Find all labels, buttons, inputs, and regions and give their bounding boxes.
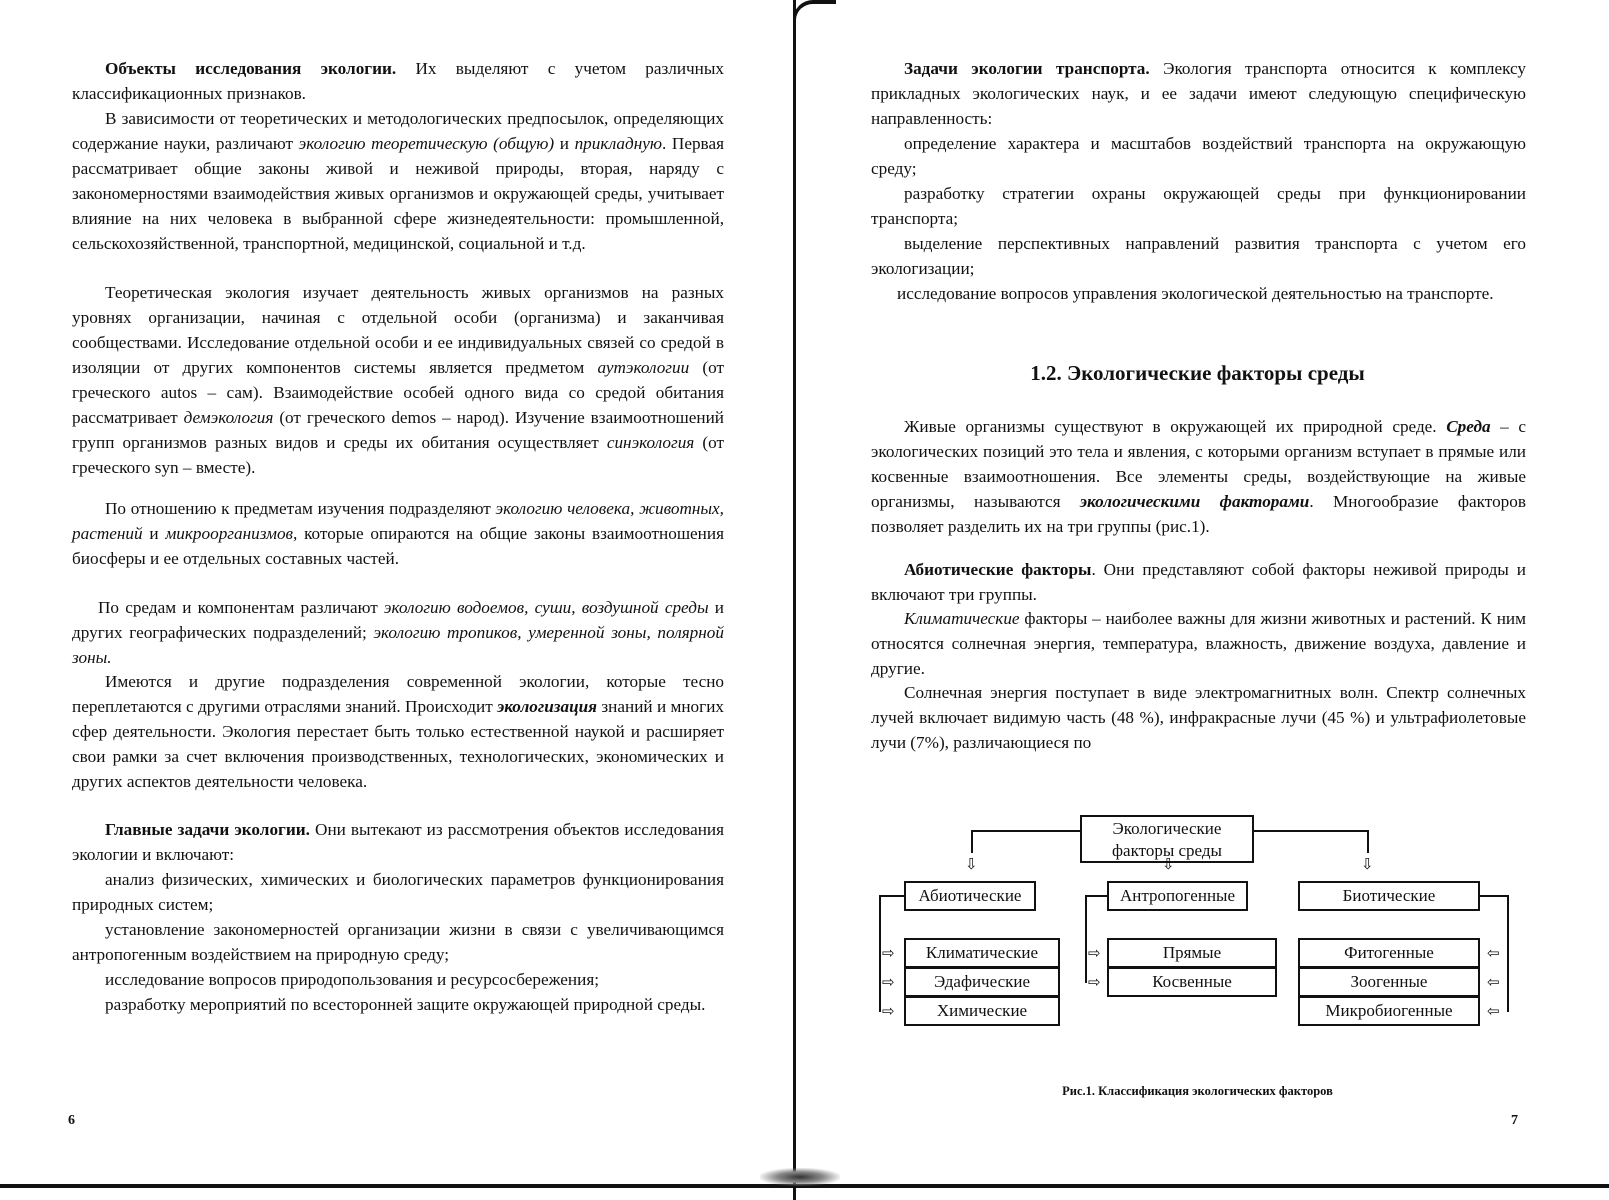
connector-line xyxy=(1367,830,1369,853)
arrow-right-icon: ⇨ xyxy=(882,1002,895,1020)
left-paragraph-theoretical-ecology: Теоретическая экология изучает деятельность живых организмов на разных уровнях организации, начиная с отдельной особи (организма) и заканчивая сообществами. Исследование отдельной особи и ее индивидуальных связей со средой в изоляции от других компонентов системы является предметом аутэкологии (от греческого autos – сам). Взаимодействие особей одного вида со средой обитания рассматривает демэкология (от греческого demos – народ). Изучение взаимоотношений групп организмов разных видов и среды их обитания осуществляет синэкология (от греческого syn – вместе). xyxy=(72,283,724,477)
diagram-abiotic-child: Химические xyxy=(904,996,1060,1026)
connector-line xyxy=(879,895,881,1012)
right-paragraph-climatic: Климатические факторы – наиболее важны для жизни животных и растений. К ним относятся солнечная энергия, температура, влажность, движение воздуха, давление и другие. xyxy=(871,609,1526,678)
diagram-root-box: Экологические факторы среды xyxy=(1080,815,1254,863)
connector-line xyxy=(1085,895,1107,897)
diagram-abiotic-box: Абиотические xyxy=(904,881,1036,911)
connector-line xyxy=(1507,895,1509,1012)
diagram-biotic-child: Микробиогенные xyxy=(1298,996,1480,1026)
arrow-right-icon: ⇨ xyxy=(1088,944,1101,962)
page-number-right: 7 xyxy=(1511,1113,1518,1128)
section-heading: 1.2. Экологические факторы среды xyxy=(1030,361,1365,385)
right-paragraph-abiotic: Абиотические факторы. Они представляют собой факторы неживой природы и включают три группы. xyxy=(871,560,1526,604)
arrow-down-icon: ⇩ xyxy=(965,855,978,873)
diagram-biotic-child: Фитогенные xyxy=(1298,938,1480,968)
arrow-right-icon: ⇨ xyxy=(882,944,895,962)
diagram-anthropogenic-box: Антропогенные xyxy=(1107,881,1248,911)
left-list-item: установление закономерностей организации жизни в связи с увеличивающимся антропогенным воздействием на природную среду; xyxy=(72,920,724,964)
diagram-anthropogenic-child: Косвенные xyxy=(1107,967,1277,997)
page-number-left: 6 xyxy=(68,1113,75,1128)
arrow-left-icon: ⇦ xyxy=(1487,944,1500,962)
arrow-left-icon: ⇦ xyxy=(1487,973,1500,991)
left-paragraph-ecologization: Имеются и другие подразделения современной экологии, которые тесно переплетаются с другими отраслями знаний. Происходит экологизация знаний и многих сфер деятельности. Экология перестает быть только естественной наукой и расширяет свои рамки за счет включения производственных, технологических, экономических и других аспектов деятельности человека. xyxy=(72,672,724,791)
diagram-abiotic-child: Климатические xyxy=(904,938,1060,968)
right-paragraph-solar: Солнечная энергия поступает в виде электромагнитных волн. Спектр солнечных лучей включает видимую часть (48 %), инфракрасные лучи (45 %) и ультрафиолетовые лучи (7%), различающиеся по xyxy=(871,683,1526,752)
right-list-item: определение характера и масштабов воздействий транспорта на окружающую среду; xyxy=(871,134,1526,178)
right-list-item: исследование вопросов управления экологической деятельностью на транспорте. xyxy=(897,284,1494,303)
left-paragraph-main-tasks: Главные задачи экологии. Они вытекают из рассмотрения объектов исследования экологии и включают: xyxy=(72,820,725,864)
connector-line xyxy=(1254,830,1369,832)
right-paragraph-environment: Живые организмы существуют в окружающей их природной среде. Среда – с экологических позиций это тела и явления, с которыми организм вступает в прямые или косвенные взаимоотношения. Все элементы среды, воздействующие на живые организмы, называются экологическими факторами. Многообразие факторов позволяет разделить их на три группы (рис.1). xyxy=(871,417,1526,536)
right-list-item: выделение перспективных направлений развития транспорта с учетом его экологизации; xyxy=(871,234,1526,278)
factors-diagram xyxy=(871,815,1561,1075)
right-page xyxy=(800,0,1609,1200)
arrow-left-icon: ⇦ xyxy=(1487,1002,1500,1020)
left-paragraph-subjects: По отношению к предметам изучения подразделяют экологию человека, животных, растений и микроорганизмов, которые опираются на общие законы взаимоотношения биосферы и ее отдельных составных частей. xyxy=(72,499,724,568)
left-list-item: разработку мероприятий по всесторонней защите окружающей природной среды. xyxy=(105,995,706,1014)
diagram-biotic-child: Зоогенные xyxy=(1298,967,1480,997)
diagram-abiotic-child: Эдафические xyxy=(904,967,1060,997)
left-list-item: анализ физических, химических и биологических параметров функционирования природных систем; xyxy=(72,870,724,914)
connector-line xyxy=(879,895,904,897)
left-list-item: исследование вопросов природопользования и ресурсосбережения; xyxy=(105,970,599,989)
connector-line xyxy=(971,830,973,853)
left-paragraph-theory-applied: В зависимости от теоретических и методологических предпосылок, определяющих содержание науки, различают экологию теоретическую (общую) и прикладную. Первая рассматривает общие законы живой и неживой природы, вторая, наряду с закономерностями взаимодействия живых организмов и окружающей среды, учитывает влияние на них человека в выбранной сфере жизнедеятельности: промышленной, сельскохозяйственной, транспортной, медицинской, социальной и т.д. xyxy=(72,109,724,253)
arrow-right-icon: ⇨ xyxy=(882,973,895,991)
arrow-down-icon: ⇩ xyxy=(1361,855,1374,873)
left-paragraph-environments: По средам и компонентам различают экологию водоемов, суши, воздушной среды и других географических подразделений; экологию тропиков, умеренной зоны, полярной зоны. xyxy=(72,598,724,667)
figure-caption: Рис.1. Классификация экологических факторов xyxy=(1062,1084,1333,1098)
left-paragraph-objects: Объекты исследования экологии. Их выделяют с учетом различных классификационных признаков. xyxy=(72,59,725,103)
right-paragraph-transport-tasks: Задачи экологии транспорта. Экология транспорта относится к комплексу прикладных экологических наук, и ее задачи имеют следующую специфическую направленность: xyxy=(871,59,1526,128)
left-page xyxy=(0,0,800,1200)
right-list-item: разработку стратегии охраны окружающей среды при функционировании транспорта; xyxy=(871,184,1526,228)
diagram-anthropogenic-child: Прямые xyxy=(1107,938,1277,968)
connector-line xyxy=(1085,895,1087,983)
arrow-down-icon: ⇩ xyxy=(1162,855,1175,873)
diagram-biotic-box: Биотические xyxy=(1298,881,1480,911)
connector-line xyxy=(1480,895,1509,897)
connector-line xyxy=(971,830,1080,832)
arrow-right-icon: ⇨ xyxy=(1088,973,1101,991)
